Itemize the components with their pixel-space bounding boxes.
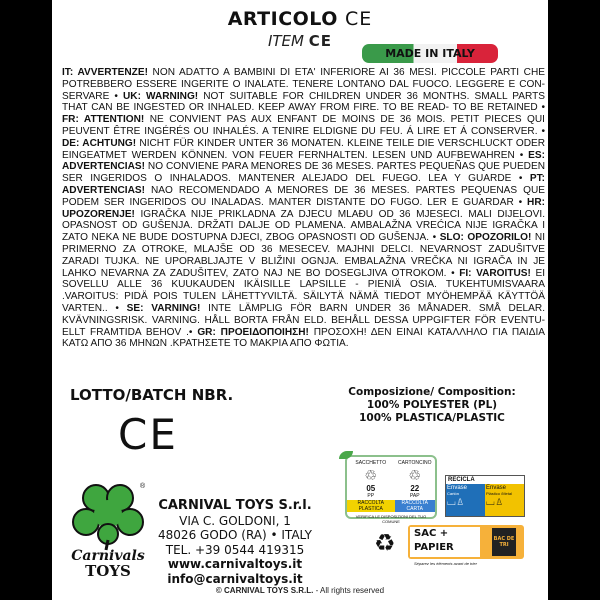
material: PP bbox=[367, 493, 375, 499]
label: Envase bbox=[447, 485, 468, 491]
warning-text: NI PRIMERNO ZA OTROKE, MLAJŠE OD 36 MESECEV. MAJHNI DELCI. NEVARNOST ZADUŠITVE ZARADI TUJKA. NE UPORABLJAJTE V BLIŽINI OGNJA. EMBALAŽNA VREČKA NI IGRAČA IN JE LAHKO NEVARNA ZA ZADUŠITEV, ZATO NAJ NE BO DOSEGLJIVA OTROKOM. • bbox=[62, 232, 545, 279]
papier: PAPIER bbox=[414, 542, 454, 553]
item-text: ITEM bbox=[267, 32, 304, 50]
warning-text: ΠΡΟΣΟΧΗ! ΔΕΝ ΕΙΝΑΙ ΚΑΤΑΛΛΗΛΟ ΓΙΑ ΠΑΙΔΙΑ ΚΑΤΩ ΑΠΟ 36 ΜΗΝΩΝ .ΚΡΑΤΗΣΕΤΕ ΤΟ ΜΑΚΡΙΑ ΑΠΟ ΦΩΤΙΑ. bbox=[62, 326, 545, 350]
triman-icon: ♻ bbox=[374, 530, 396, 557]
company-name: CARNIVAL TOYS S.r.l. bbox=[158, 498, 312, 513]
sac: SAC + bbox=[414, 528, 449, 539]
warning-language-label: UK: WARNING! bbox=[123, 90, 199, 102]
warning-language-label: PT: ADVERTENCIAS! bbox=[62, 173, 545, 196]
product-label bbox=[52, 0, 548, 600]
carnival-toys-logo bbox=[68, 480, 148, 580]
italian-recycling-box bbox=[345, 455, 437, 524]
envase-plastico bbox=[485, 484, 524, 516]
warning-language-label: HR: UPOZORENJE! bbox=[62, 196, 545, 220]
composition-line: 100% PLASTICA/PLASTIC bbox=[359, 412, 505, 424]
warning-text: NE CONVIENT PAS AUX ENFANT DE MOINS DE 36 MOIS. PETIT PIECES QUI PEUVENT ÊTRE INGÉRÉS OU INHALÉS. A TENIRE ELDIGNE DU FEU. Á LIRE ET Á CONSERVER. • bbox=[62, 114, 545, 137]
warning-text: NON ADATTO A BAMBINI DI ETA' INFERIORE AI 36 MESI. PICCOLE PARTI CHE POTREBBERO ESSERE INGERITE O INALATE. TENERE LONTANO DAL FUOCO. LEGGERE E CON-SERVARE • bbox=[62, 67, 545, 102]
recycle-triangle-icon: ♲ bbox=[408, 467, 422, 483]
verify-note: VERIFICA LE DISPOSIZIONI DEL TUO COMUNE bbox=[355, 514, 427, 524]
composition-line: 100% POLYESTER (PL) bbox=[366, 399, 498, 411]
bin: RACCOLTA CARTA bbox=[395, 500, 435, 512]
bin-icon: BAC DE TRI bbox=[492, 528, 516, 556]
recicla-title: RECICLA bbox=[448, 477, 475, 483]
warning-language-label: FI: VAROITUS! bbox=[459, 267, 531, 279]
svg-text:Carnivals: Carnivals bbox=[71, 548, 145, 564]
warning-text: NO CONVIENE PARA MENORES DE 36 MESES. PARTES PEQUEÑAS QUE PUEDEN SER INGERIDOS O INHALADOS. MANTENER ALEJADO DEL FUEGO. LEA Y GUARDE • bbox=[62, 161, 545, 185]
composition bbox=[312, 386, 552, 425]
sac-panel bbox=[408, 525, 524, 559]
company-email[interactable]: info@carnivaltoys.it bbox=[167, 571, 303, 586]
sub: Plástico /Metal bbox=[486, 491, 513, 496]
code: 05 bbox=[366, 484, 376, 493]
warning-language-label: ES: ADVERTENCIAS! bbox=[62, 149, 545, 173]
copyright-owner: © CARNIVAL TOYS S.R.L. bbox=[215, 586, 314, 595]
company-phone: TEL. +39 0544 419315 bbox=[165, 542, 305, 557]
sub: Cartón bbox=[447, 491, 460, 496]
batch-number-label: LOTTO/BATCH NBR. bbox=[70, 386, 234, 404]
separez-note: Séparez les éléments avant de trier bbox=[414, 561, 477, 566]
bin: RACCOLTA PLASTICA bbox=[347, 500, 395, 512]
sac-papier-text bbox=[410, 527, 480, 557]
svg-text:TOYS: TOYS bbox=[85, 562, 131, 580]
warning-text: NICHT FÜR KINDER UNTER 36 MONATEN. KLEINE TEILE DIE VERSCHLUCKT ODER EINGEATMET WERDEN KÖNNEN. VON FEUER FERNHALTEN. LESEN UND AUFBEWAHREN • bbox=[62, 137, 546, 161]
envase-carton bbox=[446, 484, 485, 516]
warning-language-label: FR: ATTENTION! bbox=[62, 114, 145, 126]
warning-language-label: IT: AVVERTENZE! bbox=[62, 67, 148, 78]
safety-warnings bbox=[62, 67, 545, 350]
article-title bbox=[52, 8, 548, 30]
svg-text:®: ® bbox=[140, 483, 146, 490]
bin-person-icon: ⌴♙ bbox=[447, 496, 465, 508]
ce-mark-small: CE bbox=[308, 32, 333, 50]
company-address: VIA C. GOLDONI, 1 bbox=[179, 513, 291, 528]
label: Envase bbox=[486, 485, 507, 491]
recycle-triangle-icon: ♲ bbox=[364, 467, 378, 483]
material: PAP bbox=[409, 493, 420, 499]
warning-language-label: SLO: OPOZORILO! bbox=[439, 232, 532, 244]
warning-text: INTE LÄMPLIG FÖR BARN UNDER 36 MÅNADER. SMÅ DELAR. KVÄVNINGSRISK. VARNING. HÅLL BORTA FRÅN ELD. BEHÅLL DESSA UPPGIFTER FÖR EVENTU-ELLT FRAMTIDA BEHOV .• bbox=[62, 302, 545, 338]
label: SACCHETTO bbox=[355, 460, 387, 466]
company-city: 48026 GODO (RA) • ITALY bbox=[158, 528, 312, 542]
composition-heading: Composizione/ Composition: bbox=[348, 386, 516, 398]
ce-mark: CE bbox=[345, 8, 373, 30]
warning-language-label: DE: ACHTUNG! bbox=[62, 137, 137, 149]
bin-person-icon: ⌴♙ bbox=[486, 496, 504, 508]
warning-text: EI SOVELLU ALLE 36 KUUKAUDEN IKÄISILLE LAPSILLE - PIENIÄ OSIA. TUKEHTUMISVAARA .VAROITUS: PIDÄ POIS TULEN LÄHETTYVILTÄ. SÄILYTÄ NÄMÄ TIEDOT MYÖHEMPÄÄ KÄYTTÖÄ VARTEN.. • bbox=[62, 267, 545, 314]
warning-text: IGRAČKA NIJE PRIKLADNA ZA DJECU MLAĐU OD 36 MJESECI. MALI DIJELOVI. OPASNOST OD GUŠENJA. DRŽATI DALJE OD PLAMENA. AMBALAŽNA VREĆICA NIJE IGRAČKA I ZATO NEKA NE BUDE DOSTUPNA DJECI, ZBOG OPASNOSTI OD GUŠENJA. • bbox=[62, 208, 545, 244]
ce-mark-large: CE bbox=[118, 410, 178, 459]
card-recycle-code bbox=[395, 460, 435, 512]
company-info bbox=[152, 499, 318, 586]
warning-language-label: SE: VARNING! bbox=[126, 302, 201, 314]
copyright-text: - All rights reserved bbox=[313, 586, 385, 595]
company-website[interactable]: www.carnivaltoys.it bbox=[167, 557, 303, 571]
made-in-italy-badge: MADE IN ITALY bbox=[362, 44, 498, 63]
warning-language-label: GR: ΠΡΟΕΙΔΟΠΟΙΗΣΗ! bbox=[197, 326, 309, 338]
warning-text: NAO RECOMENDADO A MENORES DE 36 MESES. PARTES PEQUENAS QUE PODEM SER INGERIDOS OU INALADAS. MANTER DISTANTE DO FUGO. LER E GUARDAR • bbox=[62, 184, 545, 208]
copyright bbox=[52, 586, 548, 595]
leaf-icon bbox=[339, 451, 353, 459]
triman-sac-papier bbox=[374, 525, 526, 567]
bag-recycle-code bbox=[347, 460, 395, 512]
recicla-label bbox=[445, 475, 525, 517]
code: 22 bbox=[410, 484, 420, 493]
title-text: ARTICOLO bbox=[227, 8, 338, 30]
warning-text: NOT SUITABLE FOR CHILDREN UNDER 36 MONTHS. SMALL PARTS THAT CAN BE INGESTED OR INHALED. KEEP AWAY FROM FIRE. TO BE READ- TO BE RETAINED • bbox=[62, 90, 546, 114]
label: CARTONCINO bbox=[398, 460, 432, 466]
